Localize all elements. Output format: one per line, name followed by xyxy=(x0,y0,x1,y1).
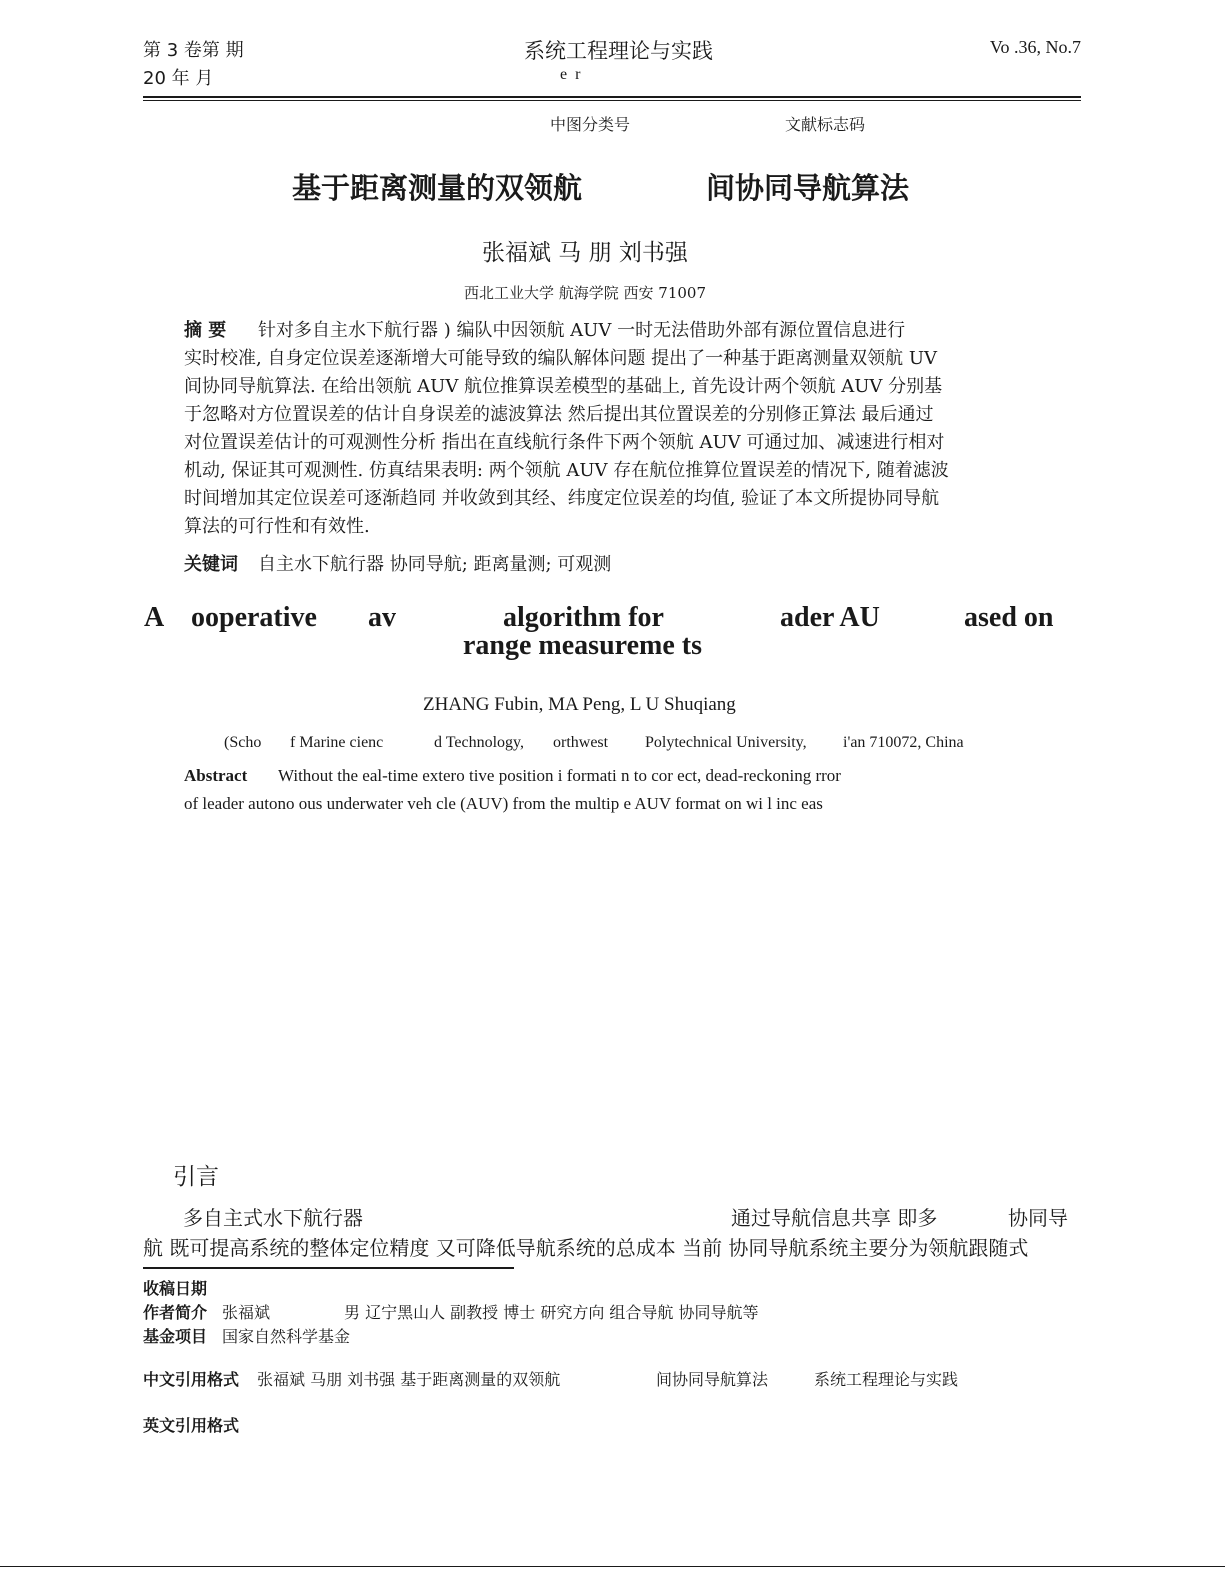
footnote-rule xyxy=(143,1267,514,1269)
abstract-en-line: Without the eal-time extero tive position i formati n to cor ect, dead-reckoning rror xyxy=(278,766,841,785)
affiliation-en-part: f Marine cienc xyxy=(290,734,384,751)
title-cn-part1: 基于距离测量的双领航 xyxy=(292,171,583,205)
abstract-cn-line: 机动, 保证其可观测性. 仿真结果表明: 两个领航 AUV 存在航位推算位置误差的情况下, 随着滤波 xyxy=(184,460,949,481)
abstract-cn-line: 针对多自主水下航行器 ) 编队中因领航 AUV 一时无法借助外部有源位置信息进行 xyxy=(258,320,906,341)
intro-line1-left: 多自主式水下航行器 xyxy=(183,1206,363,1230)
title-en-word: A xyxy=(144,602,165,633)
abstract-cn-line: 时间增加其定位误差可逐渐趋同 并收敛到其经、纬度定位误差的均值, 验证了本文所提协同导航 xyxy=(184,488,940,509)
keywords-cn: 自主水下航行器 协同导航; 距离量测; 可观测 xyxy=(258,554,612,575)
authors-cn: 张福斌 马 朋 刘书强 xyxy=(482,240,688,266)
citation-cn-part: 张福斌 马朋 刘书强 基于距离测量的双领航 xyxy=(257,1370,561,1389)
author-bio-label: 作者简介 xyxy=(143,1303,208,1322)
author-bio-name: 张福斌 xyxy=(222,1303,271,1322)
volume-issue-en: Vo .36, No.7 xyxy=(989,37,1081,57)
title-en-line2: range measureme ts xyxy=(463,630,702,661)
citation-cn-label: 中文引用格式 xyxy=(143,1370,240,1389)
volume-issue-cn: 第 3 卷第 期 xyxy=(143,40,244,61)
affiliation-en-part: (Scho xyxy=(224,734,262,751)
affiliation-cn: 西北工业大学 航海学院 西安 71007 xyxy=(464,284,707,302)
title-en-word: av xyxy=(368,602,396,633)
abstract-cn-line: 对位置误差估计的可观测性分析 指出在直线航行条件下两个领航 AUV 可通过加、减速进行相对 xyxy=(184,432,945,453)
received-date-label: 收稿日期 xyxy=(143,1279,208,1298)
abstract-cn-line: 算法的可行性和有效性. xyxy=(184,516,370,537)
intro-line1-end: 协同导 xyxy=(1008,1206,1068,1230)
fund-text: 国家自然科学基金 xyxy=(222,1327,351,1346)
abstract-cn-label: 摘 要 xyxy=(184,320,227,341)
journal-subtitle: e r xyxy=(560,66,583,83)
keywords-cn-label: 关键词 xyxy=(184,554,238,575)
header-rule-bottom xyxy=(143,100,1081,101)
fund-label: 基金项目 xyxy=(143,1327,208,1346)
authors-en: ZHANG Fubin, MA Peng, L U Shuqiang xyxy=(423,694,736,715)
citation-cn-part: 间协同导航算法 xyxy=(656,1370,769,1389)
header-rule-top xyxy=(143,96,1081,98)
intro-heading: 引言 xyxy=(173,1164,219,1190)
document-code-label: 文献标志码 xyxy=(785,115,866,134)
affiliation-en-part: i'an 710072, China xyxy=(843,734,964,751)
journal-title: 系统工程理论与实践 xyxy=(524,39,713,63)
title-cn-part2: 间协同导航算法 xyxy=(706,171,910,205)
title-en-word: ader AU xyxy=(780,602,880,633)
abstract-en-label: Abstract xyxy=(184,766,248,785)
title-en-word: ooperative xyxy=(191,602,317,633)
title-en-word: algorithm for xyxy=(503,602,664,633)
abstract-en-line: of leader autono ous underwater veh cle (AUV) from the multip e AUV format on wi l inc eas xyxy=(184,794,823,813)
affiliation-en-part: Polytechnical University, xyxy=(645,734,807,751)
abstract-cn-line: 实时校准, 自身定位误差逐渐增大可能导致的编队解体问题 提出了一种基于距离测量双领航 UV xyxy=(184,348,938,369)
intro-line2: 航 既可提高系统的整体定位精度 又可降低导航系统的总成本 当前 协同导航系统主要分为领航跟随式 xyxy=(143,1236,1029,1260)
citation-en-label: 英文引用格式 xyxy=(143,1416,240,1435)
intro-line1-right: 通过导航信息共享 即多 xyxy=(731,1206,938,1230)
clc-label: 中图分类号 xyxy=(550,115,631,134)
citation-cn-part: 系统工程理论与实践 xyxy=(814,1370,959,1389)
title-en-word: ased on xyxy=(964,602,1054,633)
page-bottom-rule xyxy=(0,1566,1225,1567)
abstract-cn-line: 于忽略对方位置误差的估计自身误差的滤波算法 然后提出其位置误差的分别修正算法 最后通过 xyxy=(184,404,934,425)
author-bio-text: 男 辽宁黑山人 副教授 博士 研究方向 组合导航 协同导航等 xyxy=(344,1303,759,1322)
affiliation-en-part: orthwest xyxy=(553,734,609,751)
year-month-cn: 20 年 月 xyxy=(143,68,214,89)
affiliation-en-part: d Technology, xyxy=(434,734,524,751)
abstract-cn-line: 间协同导航算法. 在给出领航 AUV 航位推算误差模型的基础上, 首先设计两个领航 AUV 分别基 xyxy=(184,376,943,397)
